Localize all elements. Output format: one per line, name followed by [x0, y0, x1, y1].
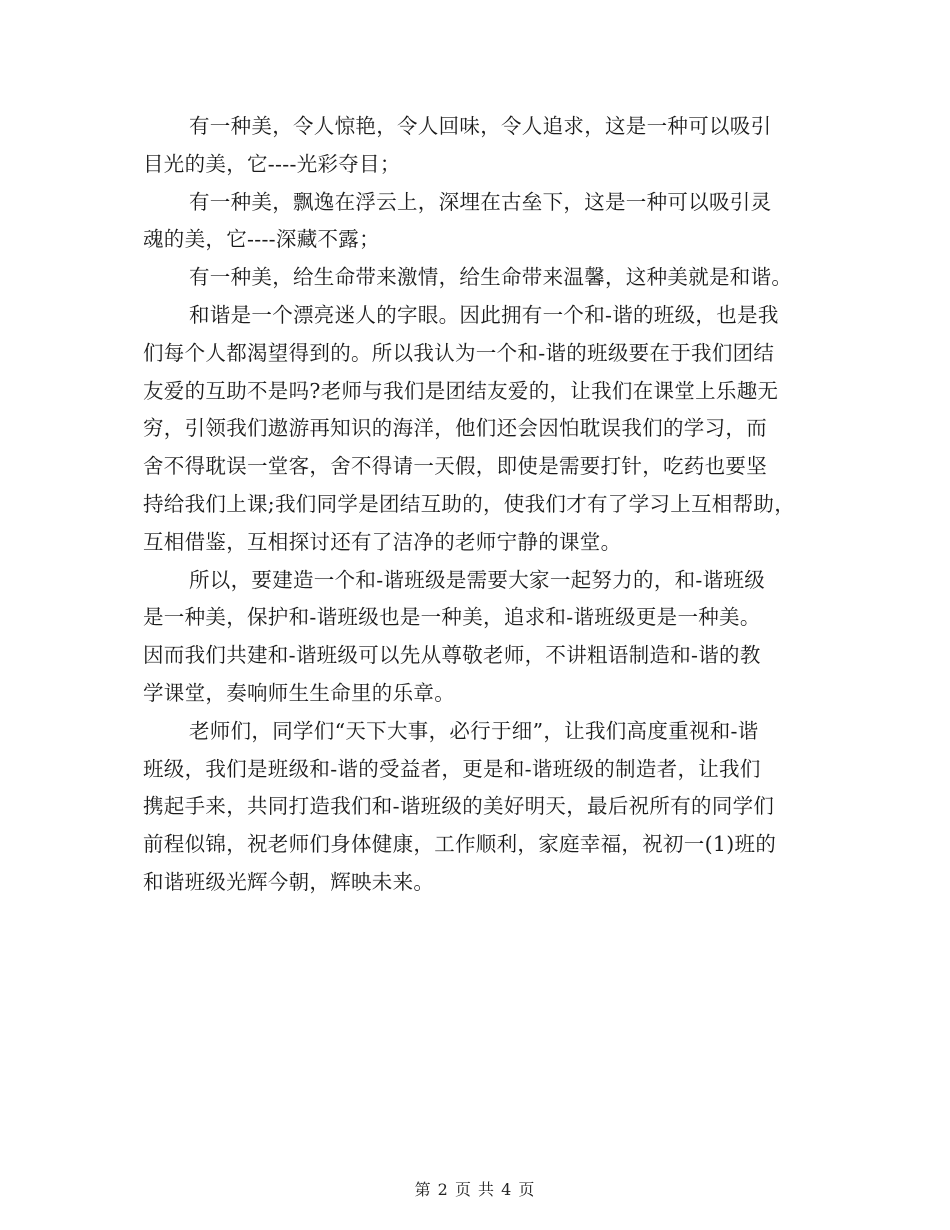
text-line: 老师们，同学们“天下大事，必行于细”，让我们高度重视和-谐	[189, 718, 759, 743]
text-line: 们每个人都渴望得到的。所以我认为一个和-谐的班级要在于我们团结	[143, 340, 775, 365]
text-line: 有一种美，令人惊艳，令人回味，令人追求，这是一种可以吸引	[189, 114, 772, 138]
text-line: 前程似锦，祝老师们身体健康，工作顺利，家庭幸福，祝初一(1)班的	[143, 832, 777, 857]
text-line: 携起手来，共同打造我们和-谐班级的美好明天，最后祝所有的同学们	[143, 794, 775, 819]
text-line: 友爱的互助不是吗?老师与我们是团结友爱的，让我们在课堂上乐趣无	[143, 378, 779, 403]
text-line: 班级，我们是班级和-谐的受益者，更是和-谐班级的制造者，让我们	[143, 756, 761, 781]
text-line: 持给我们上课;我们同学是团结互助的，使我们才有了学习上互相帮助，	[143, 491, 796, 516]
text-line: 穷，引领我们遨游再知识的海洋，他们还会因怕耽误我们的学习，而	[143, 416, 767, 441]
text-line: 目光的美，它----光彩夺目；	[143, 151, 401, 176]
text-line: 因而我们共建和-谐班级可以先从尊敬老师，不讲粗语制造和-谐的教	[143, 643, 761, 668]
text-line: 所以，要建造一个和-谐班级是需要大家一起努力的，和-谐班级	[189, 567, 766, 592]
text-line: 舍不得耽误一堂客，舍不得请一天假，即使是需要打针，吃药也要坚	[143, 454, 767, 479]
text-line: 和谐班级光辉今朝，辉映未来。	[143, 869, 435, 894]
page-number-label: 第 2 页 共 4 页	[414, 1180, 536, 1199]
page-footer	[0, 1180, 950, 1200]
body-text	[143, 108, 813, 902]
text-line: 互相借鉴，互相探讨还有了洁净的老师宁静的课堂。	[143, 529, 622, 554]
text-line: 学课堂，奏响师生生命里的乐章。	[143, 680, 455, 705]
text-line: 有一种美，给生命带来激情，给生命带来温馨，这种美就是和谐。	[189, 265, 793, 290]
text-line: 有一种美，飘逸在浮云上，深埋在古垒下，这是一种可以吸引灵	[189, 189, 772, 214]
text-line: 是一种美，保护和-谐班级也是一种美，追求和-谐班级更是一种美。	[143, 605, 761, 630]
text-line: 和谐是一个漂亮迷人的字眼。因此拥有一个和-谐的班级，也是我	[189, 302, 779, 327]
text-line: 魂的美，它----深藏不露；	[143, 227, 380, 252]
